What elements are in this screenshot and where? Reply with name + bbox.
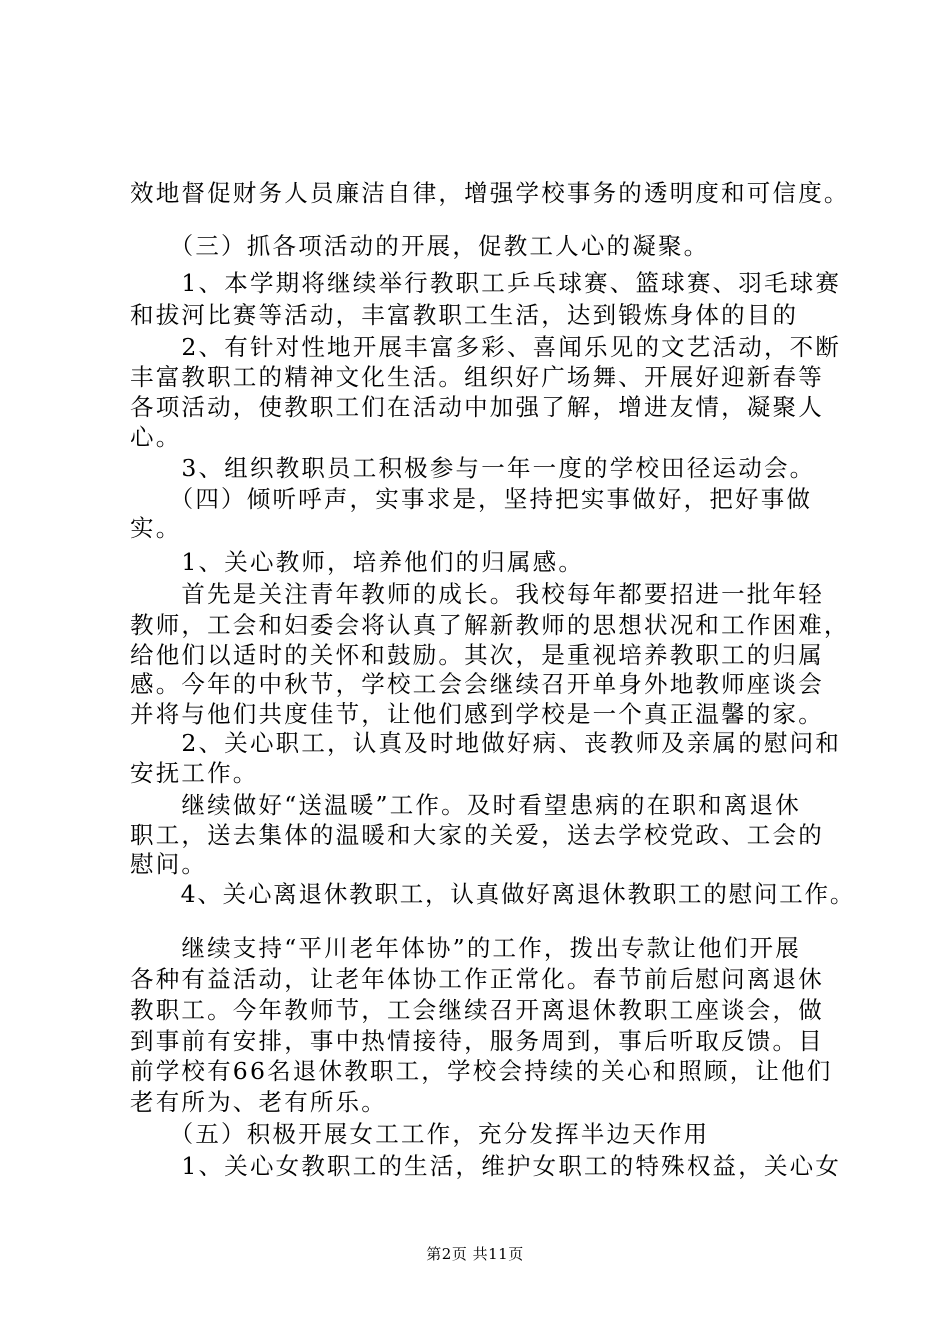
text-line: 前学校有66名退休教职工，学校会持续的关心和照顾，让他们 — [130, 1057, 833, 1085]
text-line: 2、关心职工，认真及时地做好病、丧教师及亲属的慰问和 — [130, 729, 842, 757]
text-line: 慰问。 — [130, 850, 208, 878]
text-line: 心。 — [130, 423, 182, 451]
text-line: 1、本学期将继续举行教职工乒乓球赛、篮球赛、羽毛球赛 — [130, 269, 842, 297]
text-line: 各项活动，使教职工们在活动中加强了解，增进友情，凝聚人 — [130, 393, 824, 421]
text-line: 到事前有安排，事中热情接待，服务周到，事后听取反馈。目 — [130, 1027, 824, 1055]
text-line: 继续做好“送温暖”工作。及时看望患病的在职和离退休 — [130, 791, 801, 819]
text-line: 4、关心离退休教职工，认真做好离退休教职工的慰问工作。 — [130, 880, 856, 908]
text-line: 2、有针对性地开展丰富多彩、喜闻乐见的文艺活动，不断 — [130, 333, 842, 361]
text-line: 安抚工作。 — [130, 759, 259, 787]
page-footer: 第2页 共11页 — [426, 1245, 524, 1263]
text-line: 首先是关注青年教师的成长。我校每年都要招进一批年轻 — [130, 580, 824, 608]
text-line: 教职工。今年教师节，工会继续召开离退休教职工座谈会，做 — [130, 996, 824, 1024]
text-line: （五）积极开展女工工作，充分发挥半边天作用 — [130, 1120, 710, 1148]
text-line: 并将与他们共度佳节，让他们感到学校是一个真正温馨的家。 — [130, 700, 824, 728]
text-line: 继续支持“平川老年体协”的工作，拨出专款让他们开展 — [130, 934, 801, 962]
text-line: 丰富教职工的精神文化生活。组织好广场舞、开展好迎新春等 — [130, 363, 824, 391]
text-line: 1、关心女教职工的生活，维护女职工的特殊权益，关心女 — [130, 1152, 842, 1180]
text-line: （四）倾听呼声，实事求是，坚持把实事做好，把好事做 — [130, 485, 813, 513]
text-line: 和拔河比赛等活动，丰富教职工生活，达到锻炼身体的目的 — [130, 301, 799, 329]
text-line: 1、关心教师，培养他们的归属感。 — [130, 548, 585, 576]
text-line: 实。 — [130, 514, 182, 542]
text-line: 老有所为、老有所乐。 — [130, 1088, 387, 1116]
text-line: 教师，工会和妇委会将认真了解新教师的思想状况和工作困难， — [130, 611, 850, 639]
text-line: 3、组织教职员工积极参与一年一度的学校田径运动会。 — [130, 454, 816, 482]
text-line: 给他们以适时的关怀和鼓励。其次，是重视培养教职工的归属 — [130, 641, 824, 669]
text-line: 各种有益活动，让老年体协工作正常化。春节前后慰问离退休 — [130, 965, 824, 993]
text-line: 感。今年的中秋节，学校工会会继续召开单身外地教师座谈会 — [130, 670, 824, 698]
text-line: （三）抓各项活动的开展，促教工人心的凝聚。 — [130, 232, 710, 260]
text-line: 效地督促财务人员廉洁自律，增强学校事务的透明度和可信度。 — [130, 179, 850, 207]
text-line: 职工，送去集体的温暖和大家的关爱，送去学校党政、工会的 — [130, 821, 824, 849]
